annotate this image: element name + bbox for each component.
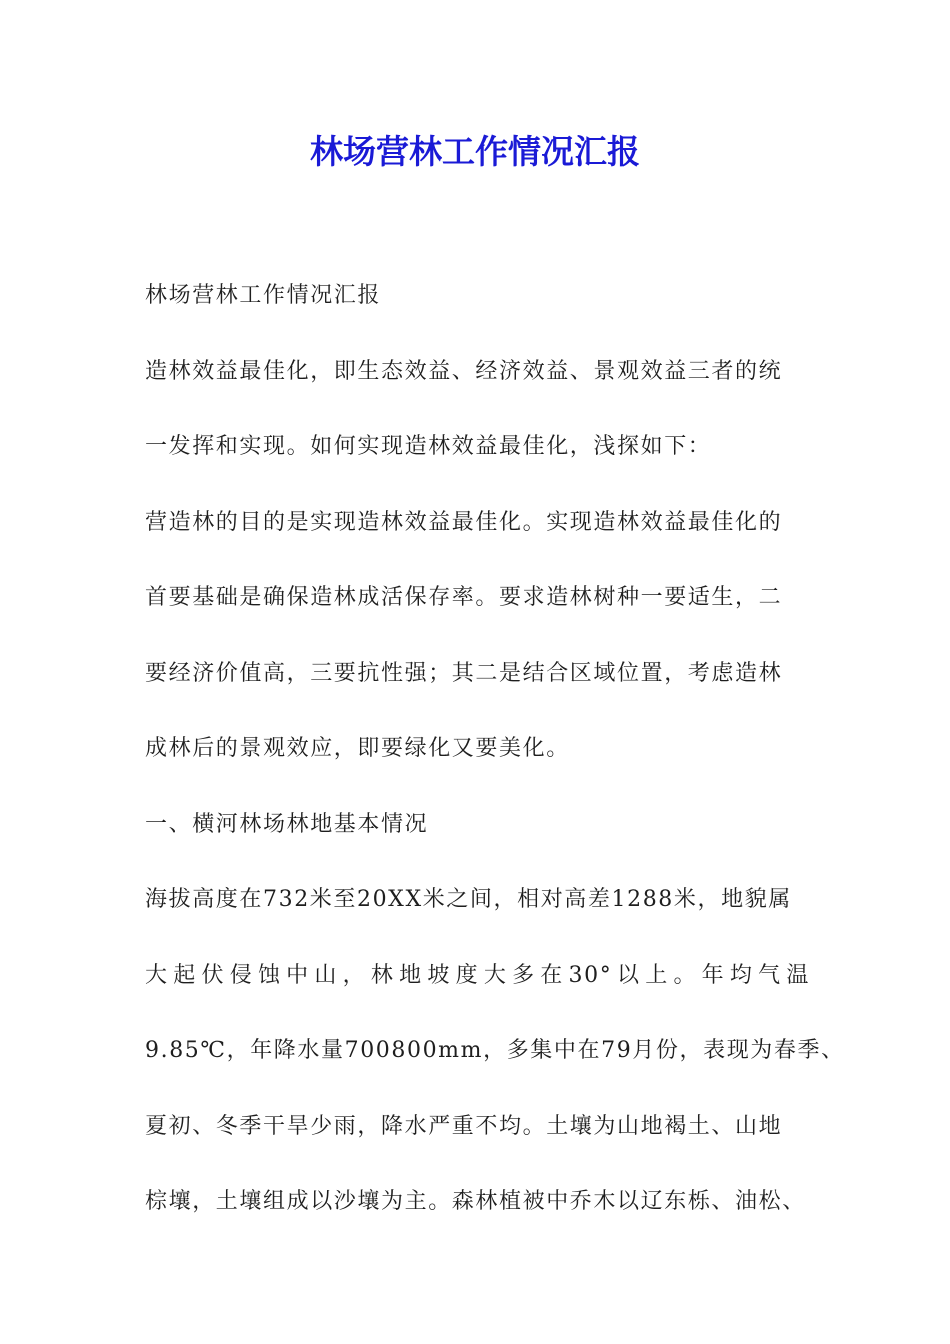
section-heading: 一、横河林场林地基本情况 [145, 811, 429, 837]
body-line: 成林后的景观效应，即要绿化又要美化。 [145, 736, 570, 761]
body-line: 一发挥和实现。如何实现造林效益最佳化，浅探如下： [145, 434, 712, 459]
body-line: 9.85℃，年降水量700800mm，多集中在79月份，表现为春季、 [145, 1038, 845, 1063]
document-title: 林场营林工作情况汇报 [310, 132, 640, 171]
body-line: 首要基础是确保造林成活保存率。要求造林树种一要适生，二 [145, 585, 783, 610]
body-line: 要经济价值高，三要抗性强；其二是结合区域位置，考虑造林 [145, 660, 783, 686]
body-line: 造林效益最佳化，即生态效益、经济效益、景观效益三者的统 [145, 358, 783, 384]
body-line: 营造林的目的是实现造林效益最佳化。实现造林效益最佳化的 [145, 509, 783, 535]
body-line-heading: 林场营林工作情况汇报 [145, 283, 382, 308]
body-line: 大起伏侵蚀中山，林地坡度大多在30°以上。年均气温 [145, 962, 810, 988]
body-line: 棕壤，土壤组成以沙壤为主。森林植被中乔木以辽东栎、油松、 [145, 1189, 806, 1214]
document-body [145, 258, 845, 1240]
body-line: 夏初、冬季干旱少雨，降水严重不均。土壤为山地褐土、山地 [145, 1113, 783, 1139]
body-line: 海拔高度在732米至20XX米之间，相对高差1288米，地貌属 [145, 887, 792, 912]
